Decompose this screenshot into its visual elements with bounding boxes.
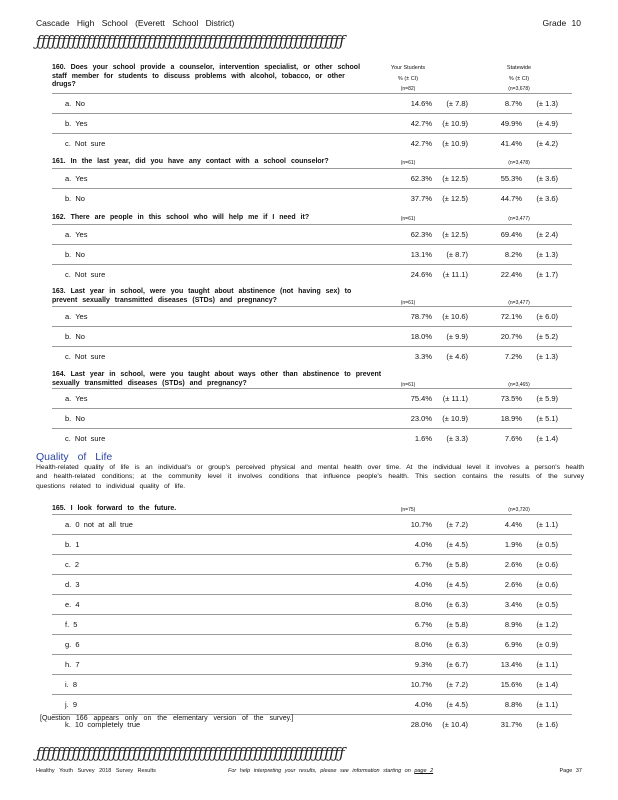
answer-row: [52, 554, 572, 574]
state-ci: (± 1.3): [536, 250, 558, 259]
answer-row: [52, 694, 572, 714]
answer-row: [52, 168, 572, 188]
state-ci: (± 1.1): [536, 700, 558, 709]
footer-help-text: For help interpreting your results, please see information starting on page 2: [228, 768, 434, 774]
local-percent: 4.0%: [414, 540, 432, 549]
state-ci: (± 1.3): [536, 352, 558, 361]
answer-table: [52, 168, 572, 208]
state-percent: 8.9%: [504, 620, 522, 629]
local-percent: 10.7%: [410, 520, 432, 529]
local-ci: (± 10.9): [442, 414, 468, 423]
local-percent: 28.0%: [410, 720, 432, 729]
state-percent: 13.4%: [500, 660, 522, 669]
local-percent: 13.1%: [410, 250, 432, 259]
answer-row: [52, 514, 572, 534]
state-ci: (± 0.6): [536, 580, 558, 589]
question-text: 162. There are people in this school who will help me if I need it?: [52, 214, 310, 221]
answer-row: [52, 133, 572, 153]
n-state: (n=3,477): [508, 300, 530, 306]
state-percent: 7.2%: [504, 352, 522, 361]
answer-row: [52, 594, 572, 614]
answer-label: i. 8: [65, 680, 78, 689]
local-ci: (± 11.1): [442, 394, 468, 403]
local-percent: 23.0%: [410, 414, 432, 423]
n-local: (n=75): [400, 507, 416, 513]
state-percent: 4.4%: [504, 520, 522, 529]
answer-row: [52, 654, 572, 674]
answer-label: b. No: [65, 332, 85, 341]
local-ci: (± 3.3): [446, 434, 468, 443]
state-percent: 6.9%: [504, 640, 522, 649]
local-ci: (± 4.5): [446, 540, 468, 549]
answer-table: [52, 93, 572, 153]
col-header-your-students: Your Students: [390, 65, 426, 71]
state-percent: 8.7%: [504, 99, 522, 108]
state-percent: 15.6%: [500, 680, 522, 689]
local-percent: 37.7%: [410, 194, 432, 203]
state-ci: (± 6.0): [536, 312, 558, 321]
answer-row: [52, 388, 572, 408]
question-text: 163. Last year in school, were you taught about abstinence (not having sex) to prevent sexually transmitted diseases (STDs) and pregnancy?: [52, 288, 352, 304]
local-ci: (± 6.3): [446, 600, 468, 609]
col-subheader-pct-local: % (± CI): [397, 76, 419, 82]
state-ci: (± 0.9): [536, 640, 558, 649]
n-local: (n=61): [400, 216, 416, 222]
state-percent: 73.5%: [500, 394, 522, 403]
local-ci: (± 8.7): [446, 250, 468, 259]
local-percent: 10.7%: [410, 680, 432, 689]
question-text: 165. I look forward to the future.: [52, 505, 177, 512]
local-percent: 62.3%: [410, 174, 432, 183]
answer-label: j. 9: [65, 700, 78, 709]
state-ci: (± 1.4): [536, 680, 558, 689]
state-ci: (± 3.6): [536, 174, 558, 183]
local-percent: 6.7%: [414, 620, 432, 629]
answer-table: [52, 514, 572, 734]
state-ci: (± 5.1): [536, 414, 558, 423]
answer-label: b. Yes: [65, 119, 88, 128]
state-percent: 3.4%: [504, 600, 522, 609]
state-percent: 8.8%: [504, 700, 522, 709]
local-ci: (± 4.5): [446, 700, 468, 709]
answer-label: a. Yes: [65, 174, 88, 183]
state-ci: (± 4.9): [536, 119, 558, 128]
answer-label: c. Not sure: [65, 434, 106, 443]
answer-row: [52, 306, 572, 326]
local-ci: (± 12.5): [442, 194, 468, 203]
state-ci: (± 1.7): [536, 270, 558, 279]
answer-label: b. No: [65, 250, 85, 259]
local-ci: (± 12.5): [442, 174, 468, 183]
answer-label: h. 7: [65, 660, 80, 669]
question-text: 160. Does your school provide a counselor, intervention specialist, or other school staff member for students to discuss problems with alcohol, tobacco, or other drugs?: [52, 64, 361, 89]
footer-survey-title: Healthy Youth Survey 2018 Survey Results: [36, 768, 156, 774]
answer-label: k. 10 completely true: [65, 720, 141, 729]
local-ci: (± 4.6): [446, 352, 468, 361]
local-percent: 4.0%: [414, 580, 432, 589]
state-percent: 2.6%: [504, 560, 522, 569]
answer-label: b. 1: [65, 540, 80, 549]
answer-row: [52, 244, 572, 264]
local-percent: 1.6%: [414, 434, 432, 443]
answer-table: [52, 388, 572, 448]
col-subheader-pct-state: % (± CI): [508, 76, 530, 82]
answer-row: [52, 346, 572, 366]
state-ci: (± 0.6): [536, 560, 558, 569]
n-local: (n=61): [400, 300, 416, 306]
local-ci: (± 7.2): [446, 520, 468, 529]
question-text: 164. Last year in school, were you taught about ways other than abstinence to prevent sexually transmitted diseases (STDs) and pregnancy?: [52, 371, 382, 387]
answer-row: [52, 224, 572, 244]
section-description: Health-related quality of life is an individual's or group's perceived physical and mental health over time. At the individual level it involves a person's health and health-related conditions; at the community level it involves conditions that influence people's health. This section contains the results of the survey questions related to individual quality of life.: [36, 464, 584, 490]
n-state: (n=3,478): [508, 160, 530, 166]
local-ci: (± 9.9): [446, 332, 468, 341]
answer-label: e. 4: [65, 600, 80, 609]
state-percent: 2.6%: [504, 580, 522, 589]
answer-row: [52, 614, 572, 634]
answer-label: d. 3: [65, 580, 80, 589]
answer-label: a. Yes: [65, 230, 88, 239]
local-ci: (± 12.5): [442, 230, 468, 239]
question-note: [Question 166 appears only on the elementary version of the survey.]: [40, 715, 294, 722]
answer-label: c. Not sure: [65, 352, 106, 361]
footer-page-link[interactable]: page 2: [414, 768, 434, 774]
answer-row: [52, 93, 572, 113]
state-ci: (± 5.9): [536, 394, 558, 403]
answer-label: c. Not sure: [65, 270, 106, 279]
local-ci: (± 7.8): [446, 99, 468, 108]
answer-label: c. Not sure: [65, 139, 106, 148]
answer-row: [52, 326, 572, 346]
answer-label: a. Yes: [65, 312, 88, 321]
local-percent: 42.7%: [410, 119, 432, 128]
decorative-rule-top: ƒƒƒƒƒƒƒƒƒƒƒƒƒƒƒƒƒƒƒƒƒƒƒƒƒƒƒƒƒƒƒƒƒƒƒƒƒƒƒƒƒƒƒƒƒƒƒƒƒƒƒƒƒƒƒƒƒƒƒƒƒ: [36, 32, 345, 50]
state-ci: (± 1.2): [536, 620, 558, 629]
local-percent: 6.7%: [414, 560, 432, 569]
answer-table: [52, 224, 572, 284]
state-percent: 7.6%: [504, 434, 522, 443]
answer-row: [52, 188, 572, 208]
local-percent: 75.4%: [410, 394, 432, 403]
n-state: (n=3,678): [508, 86, 530, 92]
state-percent: 41.4%: [500, 139, 522, 148]
state-ci: (± 2.4): [536, 230, 558, 239]
answer-label: a. 0 not at all true: [65, 520, 133, 529]
local-percent: 9.3%: [414, 660, 432, 669]
state-percent: 72.1%: [500, 312, 522, 321]
local-ci: (± 5.8): [446, 560, 468, 569]
state-ci: (± 1.6): [536, 720, 558, 729]
state-ci: (± 1.1): [536, 660, 558, 669]
answer-row: [52, 408, 572, 428]
local-percent: 8.0%: [414, 640, 432, 649]
answer-label: f. 5: [65, 620, 78, 629]
school-name: Cascade High School (Everett School District): [36, 18, 235, 28]
section-title: Quality of Life: [36, 451, 113, 463]
state-ci: (± 5.2): [536, 332, 558, 341]
state-percent: 1.9%: [504, 540, 522, 549]
decorative-rule-bottom: ƒƒƒƒƒƒƒƒƒƒƒƒƒƒƒƒƒƒƒƒƒƒƒƒƒƒƒƒƒƒƒƒƒƒƒƒƒƒƒƒƒƒƒƒƒƒƒƒƒƒƒƒƒƒƒƒƒƒƒƒƒ: [36, 744, 345, 762]
n-state: (n=3,465): [508, 382, 530, 388]
state-percent: 44.7%: [500, 194, 522, 203]
state-ci: (± 1.4): [536, 434, 558, 443]
n-local: (n=61): [400, 160, 416, 166]
state-percent: 8.2%: [504, 250, 522, 259]
answer-row: [52, 674, 572, 694]
state-percent: 55.3%: [500, 174, 522, 183]
answer-label: b. No: [65, 194, 85, 203]
local-percent: 3.3%: [414, 352, 432, 361]
answer-row: [52, 634, 572, 654]
state-ci: (± 1.1): [536, 520, 558, 529]
local-percent: 18.0%: [410, 332, 432, 341]
state-percent: 69.4%: [500, 230, 522, 239]
answer-label: a. No: [65, 99, 85, 108]
state-ci: (± 4.2): [536, 139, 558, 148]
answer-row: [52, 574, 572, 594]
local-percent: 42.7%: [410, 139, 432, 148]
grade-label: Grade 10: [542, 18, 581, 28]
local-ci: (± 7.2): [446, 680, 468, 689]
state-ci: (± 1.3): [536, 99, 558, 108]
state-ci: (± 0.5): [536, 600, 558, 609]
state-percent: 31.7%: [500, 720, 522, 729]
state-percent: 22.4%: [500, 270, 522, 279]
local-ci: (± 4.5): [446, 580, 468, 589]
local-percent: 4.0%: [414, 700, 432, 709]
answer-table: [52, 306, 572, 366]
answer-row: [52, 428, 572, 448]
local-ci: (± 10.6): [442, 312, 468, 321]
local-ci: (± 10.9): [442, 119, 468, 128]
answer-row: [52, 264, 572, 284]
state-percent: 18.9%: [500, 414, 522, 423]
local-ci: (± 6.7): [446, 660, 468, 669]
answer-label: c. 2: [65, 560, 80, 569]
answer-row: [52, 534, 572, 554]
state-percent: 20.7%: [500, 332, 522, 341]
answer-label: g. 6: [65, 640, 80, 649]
local-ci: (± 11.1): [442, 270, 468, 279]
col-header-statewide: Statewide: [506, 65, 532, 71]
n-state: (n=3,720): [508, 507, 530, 513]
local-percent: 78.7%: [410, 312, 432, 321]
local-ci: (± 5.8): [446, 620, 468, 629]
n-state: (n=3,477): [508, 216, 530, 222]
local-percent: 8.0%: [414, 600, 432, 609]
answer-label: a. Yes: [65, 394, 88, 403]
local-percent: 62.3%: [410, 230, 432, 239]
local-percent: 14.6%: [410, 99, 432, 108]
local-percent: 24.6%: [410, 270, 432, 279]
answer-label: b. No: [65, 414, 85, 423]
state-percent: 49.9%: [500, 119, 522, 128]
n-local: (n=82): [400, 86, 416, 92]
answer-row: [52, 113, 572, 133]
local-ci: (± 6.3): [446, 640, 468, 649]
local-ci: (± 10.9): [442, 139, 468, 148]
question-text: 161. In the last year, did you have any contact with a school counselor?: [52, 158, 329, 165]
page-number: Page 37: [559, 768, 582, 774]
state-ci: (± 0.5): [536, 540, 558, 549]
n-local: (n=61): [400, 382, 416, 388]
local-ci: (± 10.4): [442, 720, 468, 729]
state-ci: (± 3.6): [536, 194, 558, 203]
